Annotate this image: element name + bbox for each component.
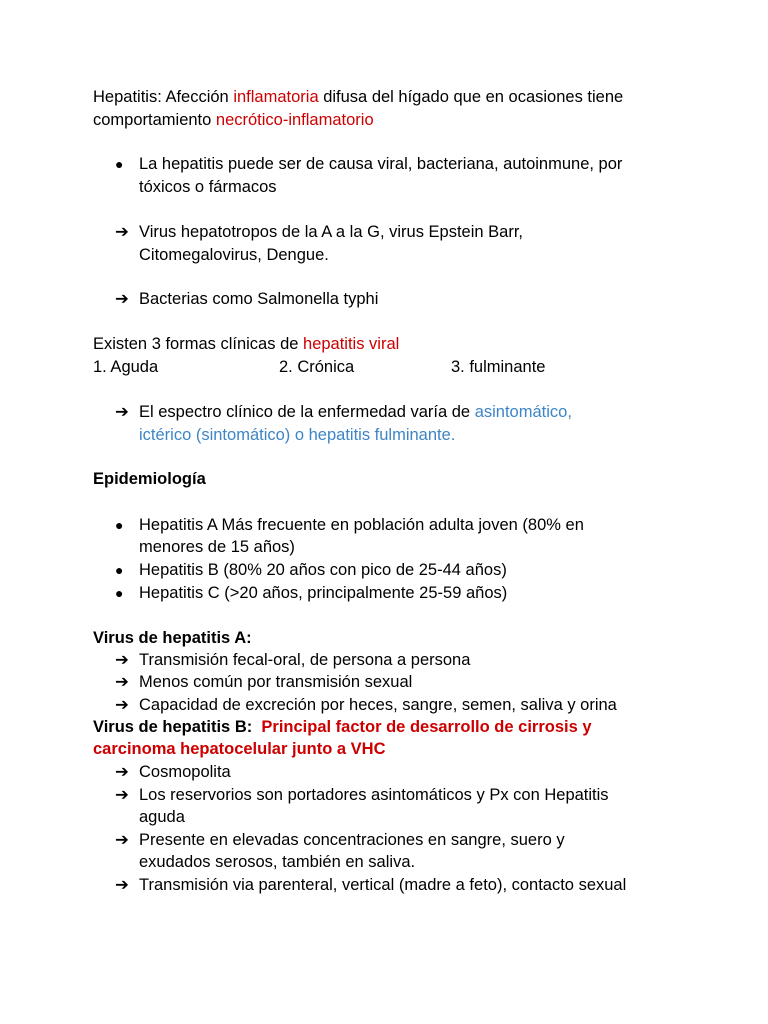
vhb-item-4: Transmisión via parenteral, vertical (madre a feto), contacto sexual [139,876,627,894]
definition-highlight: inflamatoria [233,88,319,106]
viral-line-1: Virus hepatotropos de la A a la G, virus Epstein Barr, [139,223,523,241]
arrow-icon: ➔ [115,876,129,894]
definition-text: comportamiento [93,111,216,129]
definition-text: difusa del hígado que en ocasiones tiene [318,88,624,106]
arrow-icon: ➔ [115,696,129,714]
arrow-icon: ➔ [115,786,129,804]
forms-intro [93,333,399,355]
bullet-icon: ● [115,585,124,601]
vhb-heading-line-2: carcinoma hepatocelular junto a VHC [93,740,386,758]
forms-intro-text: Existen 3 formas clínicas de [93,335,304,353]
vha-item-3: Capacidad de excreción por heces, sangre, semen, saliva y orina [139,696,617,714]
spectrum-text: El espectro clínico de la enfermedad varía de [139,403,475,421]
vhb-item-2-line-2: aguda [139,808,185,826]
definition-highlight: necrótico-inflamatorio [215,111,374,129]
spectrum-line-2: ictérico (sintomático) o hepatitis fulminante. [139,426,456,444]
arrow-icon: ➔ [115,673,129,691]
epi-hep-a-line-1: Hepatitis A Más frecuente en población adulta joven (80% en [139,516,584,534]
arrow-icon: ➔ [115,831,129,849]
vha-item-1: Transmisión fecal-oral, de persona a persona [139,651,471,669]
vhb-item-3-line-2: exudados serosos, también en saliva. [139,853,416,871]
vha-heading: Virus de hepatitis A: [93,629,252,647]
epidemiology-heading: Epidemiología [93,470,206,488]
viral-line-2: Citomegalovirus, Dengue. [139,246,329,264]
arrow-icon: ➔ [115,223,129,241]
causes-line-1: La hepatitis puede ser de causa viral, bacteriana, autoinmune, por [139,155,623,173]
definition-line-2 [93,109,374,131]
arrow-icon: ➔ [115,403,129,421]
bacteria-line: Bacterias como Salmonella typhi [139,290,379,308]
form-fulminante: 3. fulminante [451,358,546,376]
vha-item-2: Menos común por transmisión sexual [139,673,413,691]
bullet-icon: ● [115,517,124,533]
vhb-heading: Virus de hepatitis B: [93,718,253,736]
spectrum-line-1 [139,401,572,423]
causes-line-2: tóxicos o fármacos [139,178,277,196]
vhb-item-1: Cosmopolita [139,763,231,781]
vhb-item-3-line-1: Presente en elevadas concentraciones en sangre, suero y [139,831,565,849]
epi-hep-a-line-2: menores de 15 años) [139,538,295,556]
vhb-heading-highlight: Principal factor de desarrollo de cirrosis y [252,718,592,736]
forms-intro-highlight: hepatitis viral [303,335,400,353]
epi-hep-c: Hepatitis C (>20 años, principalmente 25-59 años) [139,584,508,602]
definition-text: Hepatitis: Afección [93,88,234,106]
vhb-item-2-line-1: Los reservorios son portadores asintomáticos y Px con Hepatitis [139,786,609,804]
definition-line-1 [93,86,623,108]
vhb-heading-line-1 [93,716,592,738]
arrow-icon: ➔ [115,763,129,781]
bullet-icon: ● [115,562,124,578]
form-aguda: 1. Aguda [93,358,159,376]
form-cronica: 2. Crónica [279,358,355,376]
arrow-icon: ➔ [115,290,129,308]
spectrum-highlight: asintomático, [474,403,572,421]
bullet-icon: ● [115,156,124,172]
epi-hep-b: Hepatitis B (80% 20 años con pico de 25-44 años) [139,561,507,579]
arrow-icon: ➔ [115,651,129,669]
